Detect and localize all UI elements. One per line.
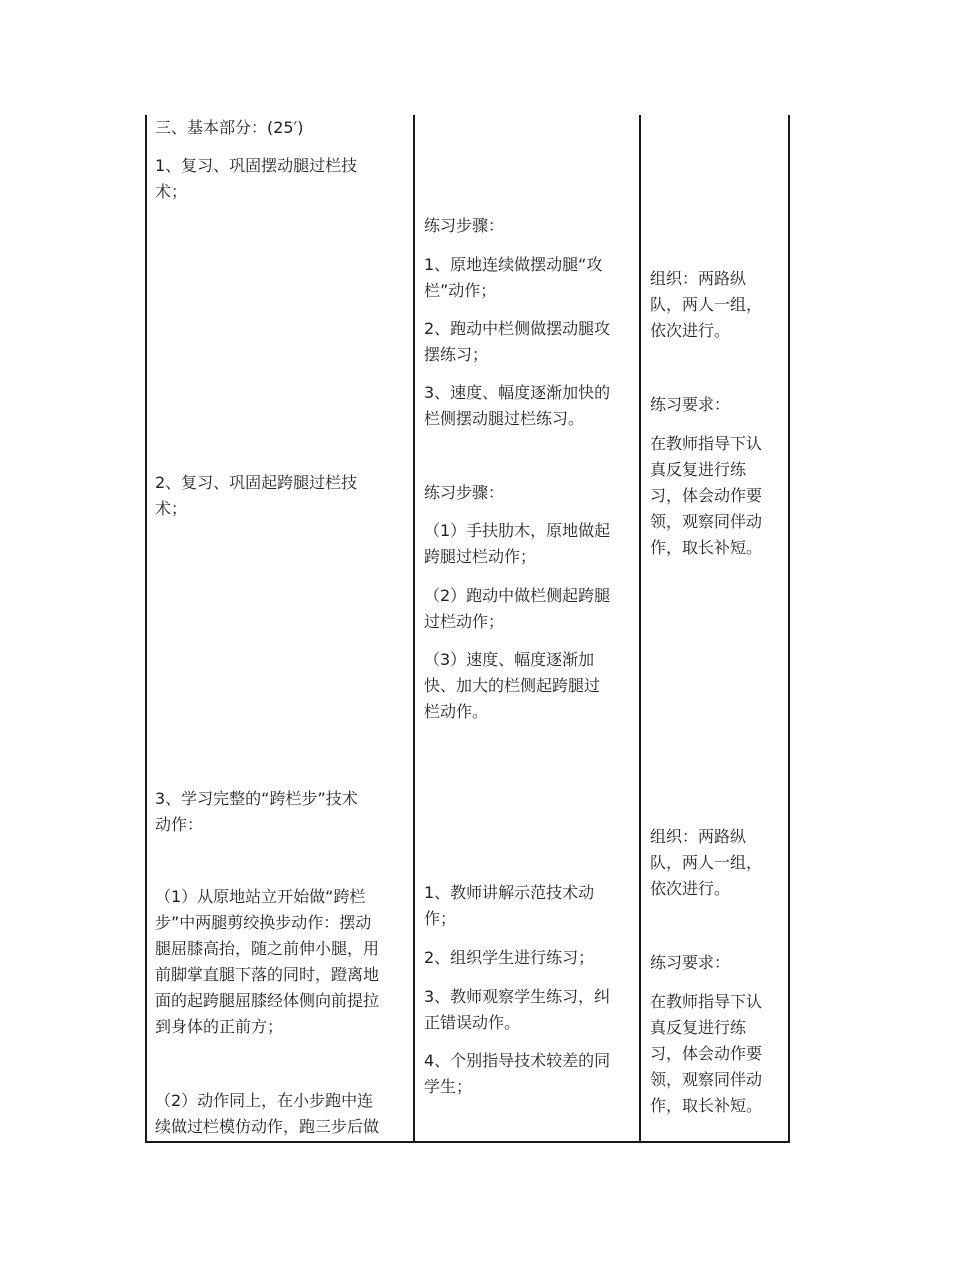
table-column-divider-1	[413, 115, 415, 1143]
table-column-divider-2	[639, 115, 641, 1143]
table-border-right	[788, 115, 790, 1143]
requirement-title-1: 练习要求：	[650, 395, 731, 414]
practice-steps-title-2: 练习步骤：	[424, 483, 505, 502]
section-heading: 三、基本部分：(25′)	[155, 118, 304, 137]
table-border-left	[145, 115, 147, 1143]
table-border-bottom	[145, 1141, 790, 1143]
requirement-title-2: 练习要求：	[650, 953, 731, 972]
practice-steps-title-1: 练习步骤：	[424, 216, 505, 235]
teaching-step-c2: 2、组织学生进行练习；	[424, 948, 595, 967]
